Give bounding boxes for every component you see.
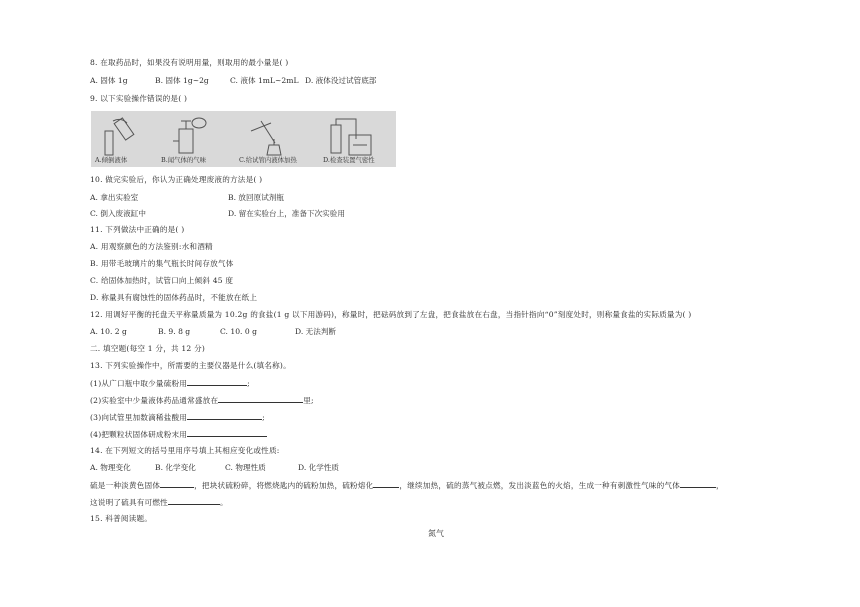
- q14-passage-part-1: 硫是一种淡黄色固体: [90, 481, 161, 490]
- q13-blank-1[interactable]: [187, 378, 247, 386]
- q10-option-b: B. 放回原试剂瓶: [228, 193, 284, 202]
- q13-item-3-text: (3)向试管里加数滴稀盐酸用: [90, 413, 188, 422]
- q13-blank-4[interactable]: [187, 429, 267, 437]
- q14-passage-part-2: ，把块状硫粉碎，将燃烧匙内的硫粉加热，硫粉熔化: [194, 481, 374, 490]
- q13-blank-2[interactable]: [218, 395, 303, 403]
- q13-item-1-text: (1)从广口瓶中取少量硫粉用: [90, 379, 188, 388]
- q14-passage-part-3: ，继续加热，硫的蒸气被点燃，发出淡蓝色的火焰，生成一种有刺激性气味的气体: [399, 481, 680, 490]
- q11-option-a: A. 用观察颜色的方法鉴别:水和酒精: [90, 242, 213, 251]
- q14-passage-line-2: [90, 497, 228, 508]
- q10-option-d: D. 留在实验台上，准备下次实验用: [228, 209, 345, 218]
- reading-title: 氮气: [428, 529, 444, 538]
- q12-option-b: B. 9. 8 g: [158, 327, 191, 336]
- q14-passage-part-4: ，: [716, 481, 724, 490]
- question-14-stem: 14. 在下列短文的括号里用序号填上其相应变化或性质:: [90, 446, 280, 455]
- q9-figure-strip: [91, 111, 396, 167]
- q13-item-1: [90, 378, 250, 389]
- q8-option-a: A. 固体 1g: [90, 76, 128, 85]
- q14-option-d: D. 化学性质: [298, 463, 340, 472]
- q14-blank-1[interactable]: [160, 480, 194, 488]
- q13-item-4-text: (4)把颗粒状固体研成粉末用: [90, 430, 188, 439]
- q14-passage-tail: 这说明了硫具有可燃性: [90, 498, 168, 507]
- q10-option-a: A. 拿出实验室: [90, 193, 139, 202]
- question-11-stem: 11. 下列做法中正确的是( ): [90, 225, 185, 234]
- pouring-liquid-illustration: [105, 118, 134, 155]
- q14-option-b: B. 化学变化: [155, 463, 196, 472]
- q12-option-d: D. 无法判断: [295, 327, 337, 336]
- q8-option-c: C. 液体 1mL~2mL: [230, 76, 299, 85]
- q14-blank-2[interactable]: [373, 480, 399, 488]
- heating-test-tube-illustration: [251, 121, 281, 155]
- question-8-stem: 8. 在取药品时，如果没有说明用量，则取用的最小量是( ): [90, 58, 289, 67]
- q12-option-c: C. 10. 0 g: [220, 327, 257, 336]
- question-12-stem: 12. 用调好平衡的托盘天平称量质量为 10.2g 的食盐(1 g 以下用游码)，称量时，把砝码放到了左盘，把食盐放在右盘，当指针指向“0”刻度处时，则称量食盐的实际质量为( ): [90, 310, 692, 319]
- q11-option-c: C. 给固体加热时，试管口向上倾斜 45 度: [90, 276, 234, 285]
- q13-blank-3[interactable]: [187, 412, 262, 420]
- q8-option-d: D. 液体没过试管底部: [305, 76, 377, 85]
- q11-option-b: B. 用带毛玻璃片的集气瓶长时间存放气体: [90, 259, 234, 268]
- question-9-stem: 9. 以下实验操作错误的是( ): [90, 94, 188, 103]
- figure-caption-d: D.检查装置气密性: [323, 156, 375, 164]
- section-2-heading: 二. 填空题(每空 1 分，共 12 分): [90, 344, 206, 353]
- q14-passage-line-1: [90, 480, 724, 491]
- q14-option-c: C. 物理性质: [225, 463, 266, 472]
- figure-caption-a: A.倾倒液体: [95, 156, 128, 164]
- question-13-stem: 13. 下列实验操作中，所需要的主要仪器是什么(填名称)。: [90, 361, 291, 370]
- q12-option-a: A. 10. 2 g: [90, 327, 127, 336]
- q14-blank-3[interactable]: [680, 480, 716, 488]
- q13-item-2: [90, 395, 314, 406]
- q13-item-4: [90, 429, 267, 440]
- smelling-gas-illustration: [173, 118, 206, 153]
- q13-item-2-text: (2)实验室中少量液体药品通常盛放在: [90, 396, 219, 405]
- q13-item-3: [90, 412, 265, 423]
- q14-blank-4[interactable]: [168, 497, 220, 505]
- airtightness-check-illustration: [331, 119, 371, 155]
- figure-caption-c: C.给试管内液体加热: [239, 156, 297, 164]
- q8-option-b: B. 固体 1g~2g: [155, 76, 209, 85]
- q14-option-a: A. 物理变化: [90, 463, 131, 472]
- q11-option-d: D. 称量具有腐蚀性的固体药品时，不能放在纸上: [90, 293, 258, 302]
- question-10-stem: 10. 做完实验后，你认为正确处理废液的方法是( ): [90, 175, 263, 184]
- q13-item-3-end: ;: [262, 413, 265, 422]
- q14-passage-end: 。: [219, 498, 228, 507]
- figure-caption-b: B.闻气体的气味: [161, 156, 207, 164]
- q13-item-2-end: 里;: [303, 396, 314, 405]
- question-15-stem: 15. 科普阅读题。: [90, 514, 153, 523]
- q10-option-c: C. 倒入废液缸中: [90, 209, 146, 218]
- q13-item-1-end: ;: [247, 379, 250, 388]
